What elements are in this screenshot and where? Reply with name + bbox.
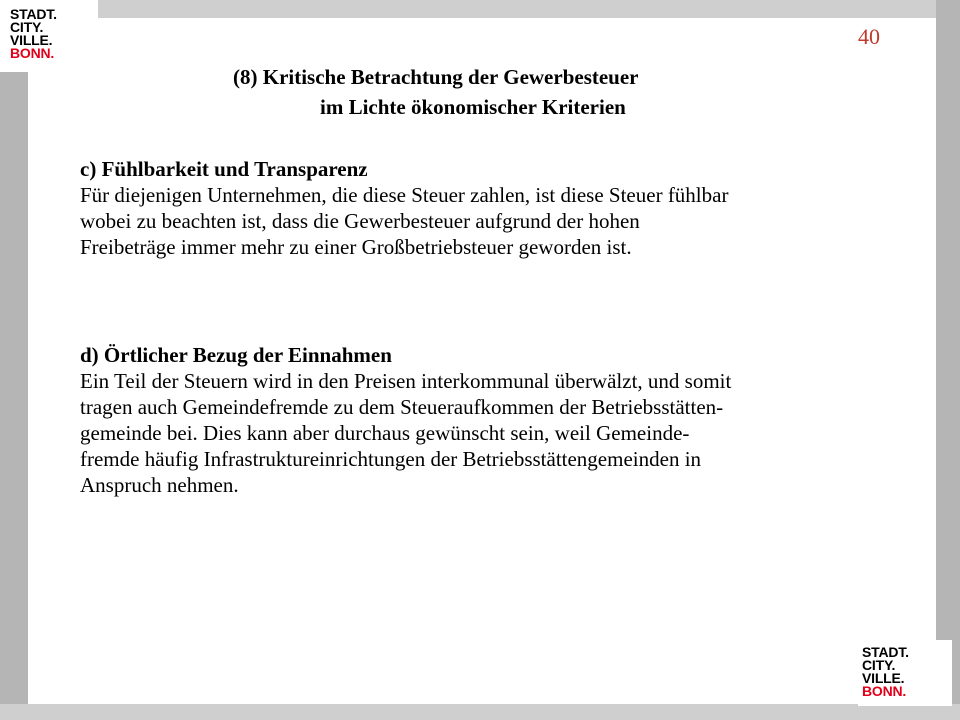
body-line: Freibeträge immer mehr zu einer Großbetriebsteuer geworden ist. bbox=[80, 235, 632, 259]
body-line: Für diejenigen Unternehmen, die diese Steuer zahlen, ist diese Steuer fühlbar bbox=[80, 183, 729, 207]
bonn-logo-top bbox=[0, 0, 98, 72]
title-line-2: im Lichte ökonomischer Kriterien bbox=[320, 95, 626, 119]
body-line: wobei zu beachten ist, dass die Gewerbesteuer aufgrund der hohen bbox=[80, 209, 640, 233]
page-number: 40 bbox=[858, 24, 880, 49]
body-line: Anspruch nehmen. bbox=[80, 473, 239, 497]
section-oertlicher-bezug bbox=[80, 342, 940, 498]
bonn-logo-bottom bbox=[858, 640, 952, 706]
section-heading: c) Fühlbarkeit und Transparenz bbox=[80, 157, 368, 181]
logo-line-stadt: STADT. bbox=[10, 6, 57, 22]
body-line: tragen auch Gemeindefremde zu dem Steueraufkommen der Betriebsstätten- bbox=[80, 395, 724, 419]
logo-line-bonn: BONN. bbox=[862, 683, 907, 699]
frame-bottom bbox=[0, 704, 960, 720]
frame-left bbox=[0, 0, 28, 720]
logo-line-city: CITY. bbox=[862, 657, 896, 673]
body-line: gemeinde bei. Dies kann aber durchaus gewünscht sein, weil Gemeinde- bbox=[80, 421, 690, 445]
logo-line-ville: VILLE. bbox=[10, 32, 53, 48]
body-line: Ein Teil der Steuern wird in den Preisen interkommunal überwälzt, und somit bbox=[80, 369, 732, 393]
body-line: fremde häufig Infrastruktureinrichtungen der Betriebsstättengemeinden in bbox=[80, 447, 702, 471]
section-heading: d) Örtlicher Bezug der Einnahmen bbox=[80, 343, 392, 367]
logo-line-bonn: BONN. bbox=[10, 45, 55, 61]
section-fuehlbarkeit bbox=[80, 156, 940, 260]
title-line-1: (8) Kritische Betrachtung der Gewerbesteuer bbox=[233, 65, 639, 89]
logo-line-stadt: STADT. bbox=[862, 644, 909, 660]
logo-line-city: CITY. bbox=[10, 19, 44, 35]
frame-top bbox=[0, 0, 960, 18]
logo-line-ville: VILLE. bbox=[862, 670, 905, 686]
